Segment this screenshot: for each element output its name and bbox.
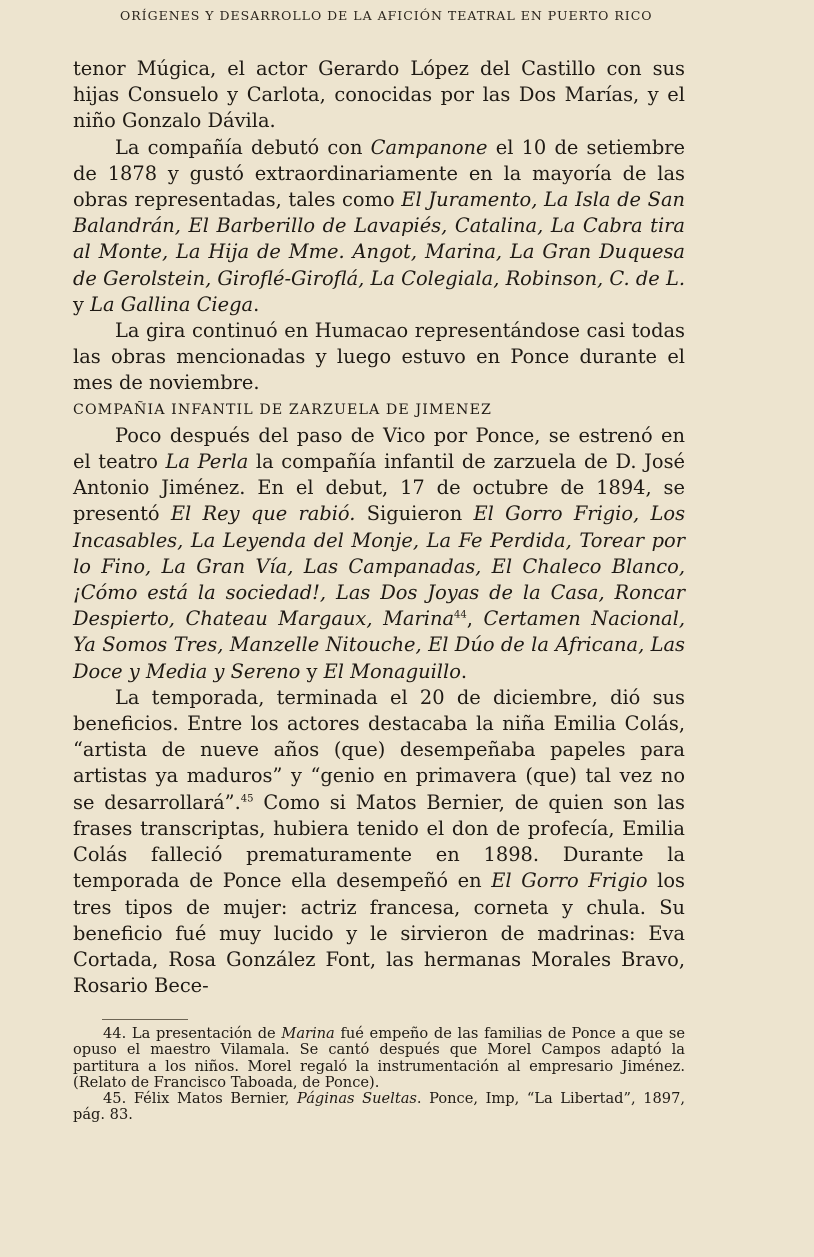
body-text [73,56,685,999]
text: La compañía debutó con [115,135,371,159]
text: los tres tipos de mujer: actriz francesa, corneta y chula. Su beneficio fué muy lucido y le sirvieron de madrinas: Eva Cortada, Rosa González Font, las hermanas Morales Bravo, Rosario Bece- [73,869,685,998]
italic-title: Páginas Sueltas [297,1090,417,1108]
paragraph-1 [73,56,685,135]
paragraph-2 [73,135,685,318]
text: y [300,659,324,683]
text: 44. La presentación de [103,1025,282,1042]
footnote-ref-44[interactable]: 44 [454,609,467,621]
text: tenor Múgica, el actor Gerardo López del Castillo con sus hijas Consuelo y Carlota, conocidas por las Dos Marías, y el niño Gonzalo Dávila. [73,57,685,133]
footnote-44 [73,1026,685,1091]
text: La gira continuó en Humacao representándose casi todas las obras mencionadas y luego estuvo en Ponce durante el mes de noviembre. [73,319,685,395]
paragraph-3 [73,318,685,397]
italic-title: El Monaguillo [323,659,461,683]
text: y [73,292,91,316]
text: 45. Félix Matos Bernier, [103,1090,298,1108]
text: Siguieron [355,502,474,526]
italic-title-list: Certamen Nacional, Ya Somos Tres, Manzelle Nitouche, El Dúo de la Africana, Las Doce y Media y Sereno [73,607,685,683]
text: La temporada, terminada el 20 de diciembre, dió sus beneficios. Entre los actores destacaba la niña Emilia Colás, “artista de nueve años (que) desempeñaba papeles para artistas ya maduros” y “genio en primavera (que) tal vez no se desarrollará”. [73,685,685,814]
italic-title: El Rey que rabió. [170,502,356,526]
text: , [466,607,484,631]
italic-title: La Gallina Ciega [90,292,254,316]
paragraph-5 [73,685,685,999]
text: la compañía infantil de zarzuela de D. José Antonio Jiménez. En el debut, 17 de octubre de 1894, se presentó [73,450,686,526]
italic-title: Campanone [370,135,488,159]
italic-title: La Perla [165,450,249,474]
italic-title: Marina [281,1025,335,1042]
text: Como si Matos Bernier, de quien son las frases transcriptas, hubiera tenido el don de profecía, Emilia Colás falleció prematuramente en 1898. Durante la temporada de Ponce ella desempeñó en [73,790,685,893]
text: el 10 de setiembre de 1878 y gustó extraordinariamente en la mayoría de las obras representadas, tales como [73,135,685,212]
text: Poco después del paso de Vico por Ponce, se estrenó en el teatro [73,423,685,474]
text: . [460,659,468,683]
text: . [253,292,260,316]
text: fué empeño de las familias de Ponce a que se opuso el maestro Vilamala. Se cantó después que Morel Campos adaptó la partitura a los niños. Morel regaló la instrumentación al empresario Jiménez. (Relato de Francisco Taboada, de Ponce). [73,1025,685,1091]
footnote-ref-45[interactable]: 45 [240,793,254,805]
footnotes [73,1026,685,1124]
footnote-divider [102,1019,188,1020]
section-heading: COMPAÑIA INFANTIL DE ZARZUELA DE JIMENEZ [73,401,492,418]
italic-title: El Gorro Frigio [491,869,648,893]
paragraph-4 [73,423,685,685]
text: . Ponce, Imp, “La Libertad”, 1897, pág. 83. [73,1090,686,1124]
italic-title-list: El Gorro Frigio, Los Incasables, La Leyenda del Monje, La Fe Perdida, Torear por lo Fino, La Gran Vía, Las Campanadas, El Chaleco Blanco, ¡Cómo está la sociedad!, Las Dos Joyas de la Casa, Roncar Despierto, Chateau Margaux, Marina [73,502,686,631]
italic-title-list: El Juramento, La Isla de San Balandrán, El Barberillo de Lavapiés, Catalina, La Cabra tira al Monte, La Hija de Mme. Angot, Marina, La Gran Duquesa de Gerolstein, Giroflé-Giroflá, La Colegiala, Robinson, C. de L. [73,188,685,290]
running-head: ORÍGENES Y DESARROLLO DE LA AFICIÓN TEATRAL EN PUERTO RICO [120,8,653,23]
footnote-45 [73,1091,685,1124]
